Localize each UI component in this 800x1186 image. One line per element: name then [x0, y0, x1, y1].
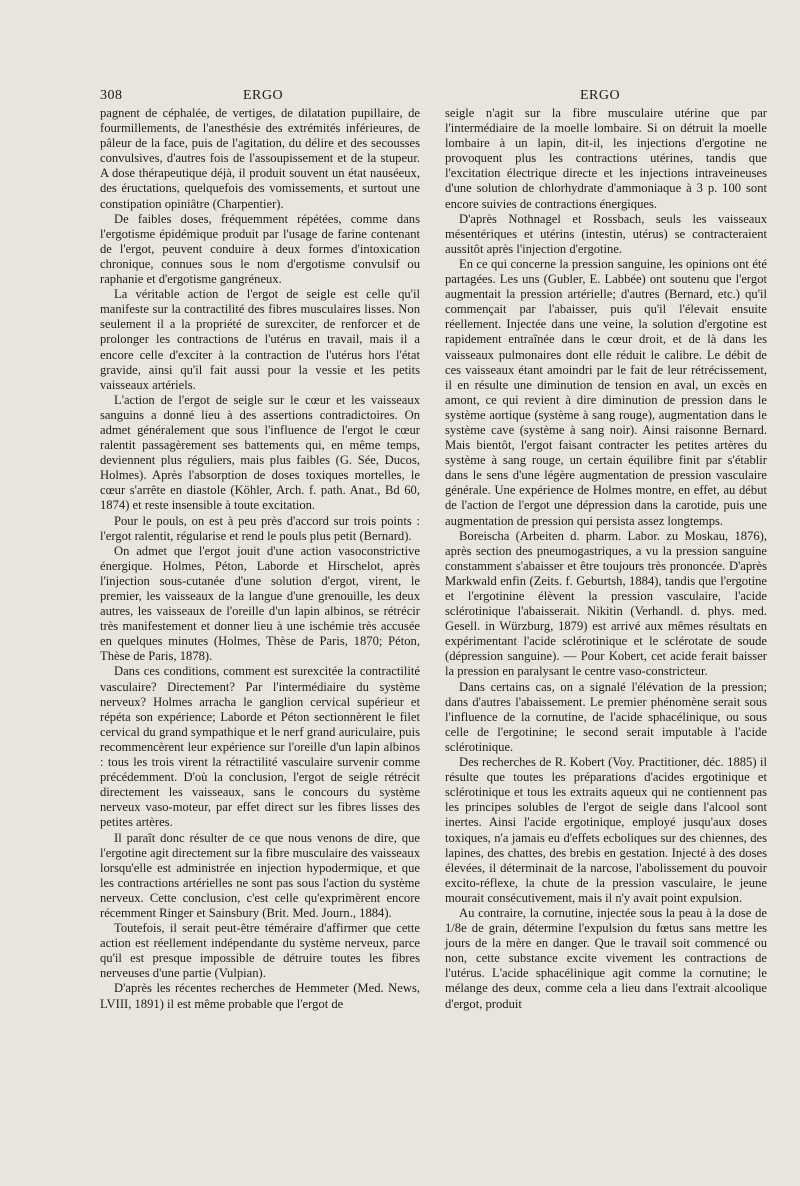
paragraph: D'après les récentes recherches de Hemmeter (Med. News, LVIII, 1891) il est même probable que l'ergot de — [100, 981, 420, 1011]
running-head-right: ERGO — [580, 88, 621, 103]
paragraph: Boreischa (Arbeiten d. pharm. Labor. zu Moskau, 1876), après section des pneumogastriques, a vu la pression sanguine constamment s'abaisser et être toujours très prononcée. D'après Markwald enfin (Zeits. f. Geburtsh, 1884), tandis que l'ergotine et l'ergotinine élèvent la pression vasculaire, l'acide sclérotinique l'abaisserait. Nikitin (Verhandl. d. phys. med. Gesell. in Würzburg, 1879) est arrivé aux mêmes résultats en expérimentant l'acide sclérotinique et le sclérotate de soude (dépression sanguine). — Pour Kobert, cet acide ferait baisser la pression en paralysant le centre vaso-constricteur. — [445, 528, 767, 679]
paragraph: On admet que l'ergot jouit d'une action vasoconstrictive énergique. Holmes, Péton, Laborde et Hirschelot, après l'injection sous-cutanée d'une solution d'ergot, virent, le premier, les vaisseaux de la langue d'une grenouille, les deux autres, les vaisseaux de l'oreille d'un lapin albinos, se rétrécir très manifestement et donner lieu à une ischémie très accusée en quelques minutes (Holmes, Thèse de Paris, 1870; Péton, Thèse de Paris, 1878). — [100, 543, 420, 664]
paragraph: D'après Nothnagel et Rossbach, seuls les vaisseaux mésentériques et utérins (intestin, utérus) se contracteraient aussitôt après l'injection d'ergotine. — [445, 211, 767, 256]
paragraph: seigle n'agit sur la fibre musculaire utérine que par l'intermédiaire de la moelle lombaire. Si on détruit la moelle lombaire à un lapin, dit-il, les injections d'ergotine ne provoquent plus les contractions utérines, tandis que l'excitation électrique directe et les injections intraveineuses d'une solution de chlorhydrate d'ammoniaque à 3 p. 100 sont encore suivies de contractions énergiques. — [445, 106, 767, 211]
paragraph: Il paraît donc résulter de ce que nous venons de dire, que l'ergotine agit directement sur la fibre musculaire des vaisseaux lorsqu'elle est administrée en injection hypodermique, et que les contractions artérielles ne sont pas sous l'action du système nerveux. Cette conclusion, c'est celle qu'exprimèrent encore récemment Ringer et Sainsbury (Brit. Med. Journ., 1884). — [100, 830, 420, 920]
paragraph: Pour le pouls, on est à peu près d'accord sur trois points : l'ergot ralentit, régularise et rend le pouls plus petit (Bernard). — [100, 513, 420, 543]
paragraph: De faibles doses, fréquemment répétées, comme dans l'ergotisme épidémique produit par l'usage de farine contenant de l'ergot, peuvent conduire à deux formes d'intoxication chronique, connues sous le nom d'ergotisme convulsif ou raphanie et d'ergotisme gangréneux. — [100, 211, 420, 287]
paragraph: Des recherches de R. Kobert (Voy. Practitioner, déc. 1885) il résulte que toutes les préparations d'acides ergotinique et sclérotinique et tous les extraits aqueux qui ne contiennent pas les principes solubles de l'ergot de seigle dans l'alcool sont inertes. Ainsi l'acide ergotinique, employé jusqu'aux doses toxiques, n'a jamais eu d'effets ecboliques sur des chiennes, des lapines, des chattes, des brebis en gestation. Injecté à des doses élevées, il déterminait de la narcose, l'abolissement du pouvoir excito-réflexe, la chute de la pression vasculaire, le jeune mourait consécutivement, mais il n'y avait point expulsion. — [445, 755, 767, 905]
paragraph: Dans ces conditions, comment est surexcitée la contractilité vasculaire? Directement? Par l'intermédiaire du système nerveux? Holmes arracha le ganglion cervical supérieur et répéta son expérience; Laborde et Péton sectionnèrent le filet cervical du grand sympathique et le nerf grand auriculaire, puis recommencèrent leur expérience sur l'oreille d'un lapin albinos : tous les trois virent la rétractilité vasculaire survenir comme précédemment. D'où la conclusion, l'ergot de seigle rétrécit directement les vaisseaux, sans le concours du système nerveux vaso-moteur, par effet direct sur les fibres lisses des petites artères. — [100, 664, 420, 830]
paragraph: En ce qui concerne la pression sanguine, les opinions ont été partagées. Les uns (Gubler, E. Labbée) ont soutenu que l'ergot augmentait la pression artérielle; d'autres (Bernard, etc.) qu'il commençait par l'abaisser, puis qu'il l'élevait ensuite réellement. Injectée dans une veine, la solution d'ergotine est rapidement entraînée dans le cœur droit, et de là dans les vaisseaux pulmonaires dont elle réduit le calibre. Le débit de ces vaisseaux étant amoindri par le fait de leur rétrécissement, il en résulte une diminution de tension en aval, un excès en amont, ce qui revient à dire diminution de pression dans le système aortique (système à sang rouge), augmentation dans le système cave (système à sang noir). Ainsi raisonne Bernard. Mais bientôt, l'ergot faisant contracter les petites artères du système à sang rouge, un certain équilibre finit par s'établir dans le sens d'une légère augmentation de pression vasculaire générale. Une expérience de Holmes montre, en effet, au début de l'action de l'ergot une dépression dans la carotide, puis une augmentation de pression qui persista assez longtemps. — [445, 256, 767, 528]
paragraph: La véritable action de l'ergot de seigle est celle qu'il manifeste sur la contractilité des fibres musculaires lisses. Non seulement il a la propriété de surexciter, de renforcer et de prolonger les contractions de l'utérus en travail, mais il a encore celle d'exciter à la contraction de l'utérus hors l'état gravide, ainsi qu'il fait aussi pour la vessie et les petits vaisseaux artériels. — [100, 287, 420, 392]
page-number: 308 — [100, 88, 123, 103]
running-head-left: ERGO — [243, 88, 284, 103]
paragraph: Au contraire, la cornutine, injectée sous la peau à la dose de 1/8e de grain, détermine l'expulsion du fœtus sans mettre les jours de la mère en danger. Que le travail soit commencé ou non, cette substance excite vivement les contractions de l'utérus. L'acide sphacélinique agit comme la cornutine; le mélange des deux, comme cela a lieu dans l'extrait alcoolique d'ergot, produit — [445, 905, 767, 1011]
paragraph: Dans certains cas, on a signalé l'élévation de la pression; dans d'autres l'abaissement. Le premier phénomène serait sous l'influence de la cornutine, de l'acide sphacélinique, ou sous celle de l'ergotinine; le second serait imputable à l'acide sclérotinique. — [445, 679, 767, 754]
paragraph: L'action de l'ergot de seigle sur le cœur et les vaisseaux sanguins a donné lieu à des assertions contradictoires. On admet généralement que sous l'influence de l'ergot le cœur ralentit passagèrement ses battements qui, en même temps, deviennent plus réguliers, mais plus faibles (G. Sée, Ducos, Holmes). Après l'absorption de doses toxiques mortelles, le cœur s'arrête en diastole (Köhler, Arch. f. path. Anat., Bd 60, 1874) et reste insensible à toute excitation. — [100, 392, 420, 513]
paragraph: pagnent de céphalée, de vertiges, de dilatation pupillaire, de fourmillements, de l'anesthésie des extrémités inférieures, de pâleur de la face, puis de l'agitation, du délire et des secousses convulsives, d'autres fois de l'assoupissement et de la stupeur. A dose thérapeutique déjà, il produit souvent un état nauséeux, des éructations, quelquefois des vomissements, et surtout une constipation opiniâtre (Charpentier). — [100, 106, 420, 211]
left-column — [100, 106, 420, 1012]
paragraph: Toutefois, il serait peut-être téméraire d'affirmer que cette action est réellement indépendante du système nerveux, parce qu'il est presque impossible de détruire toutes les fibres nerveuses d'une partie (Vulpian). — [100, 921, 420, 981]
right-column — [445, 106, 767, 1012]
